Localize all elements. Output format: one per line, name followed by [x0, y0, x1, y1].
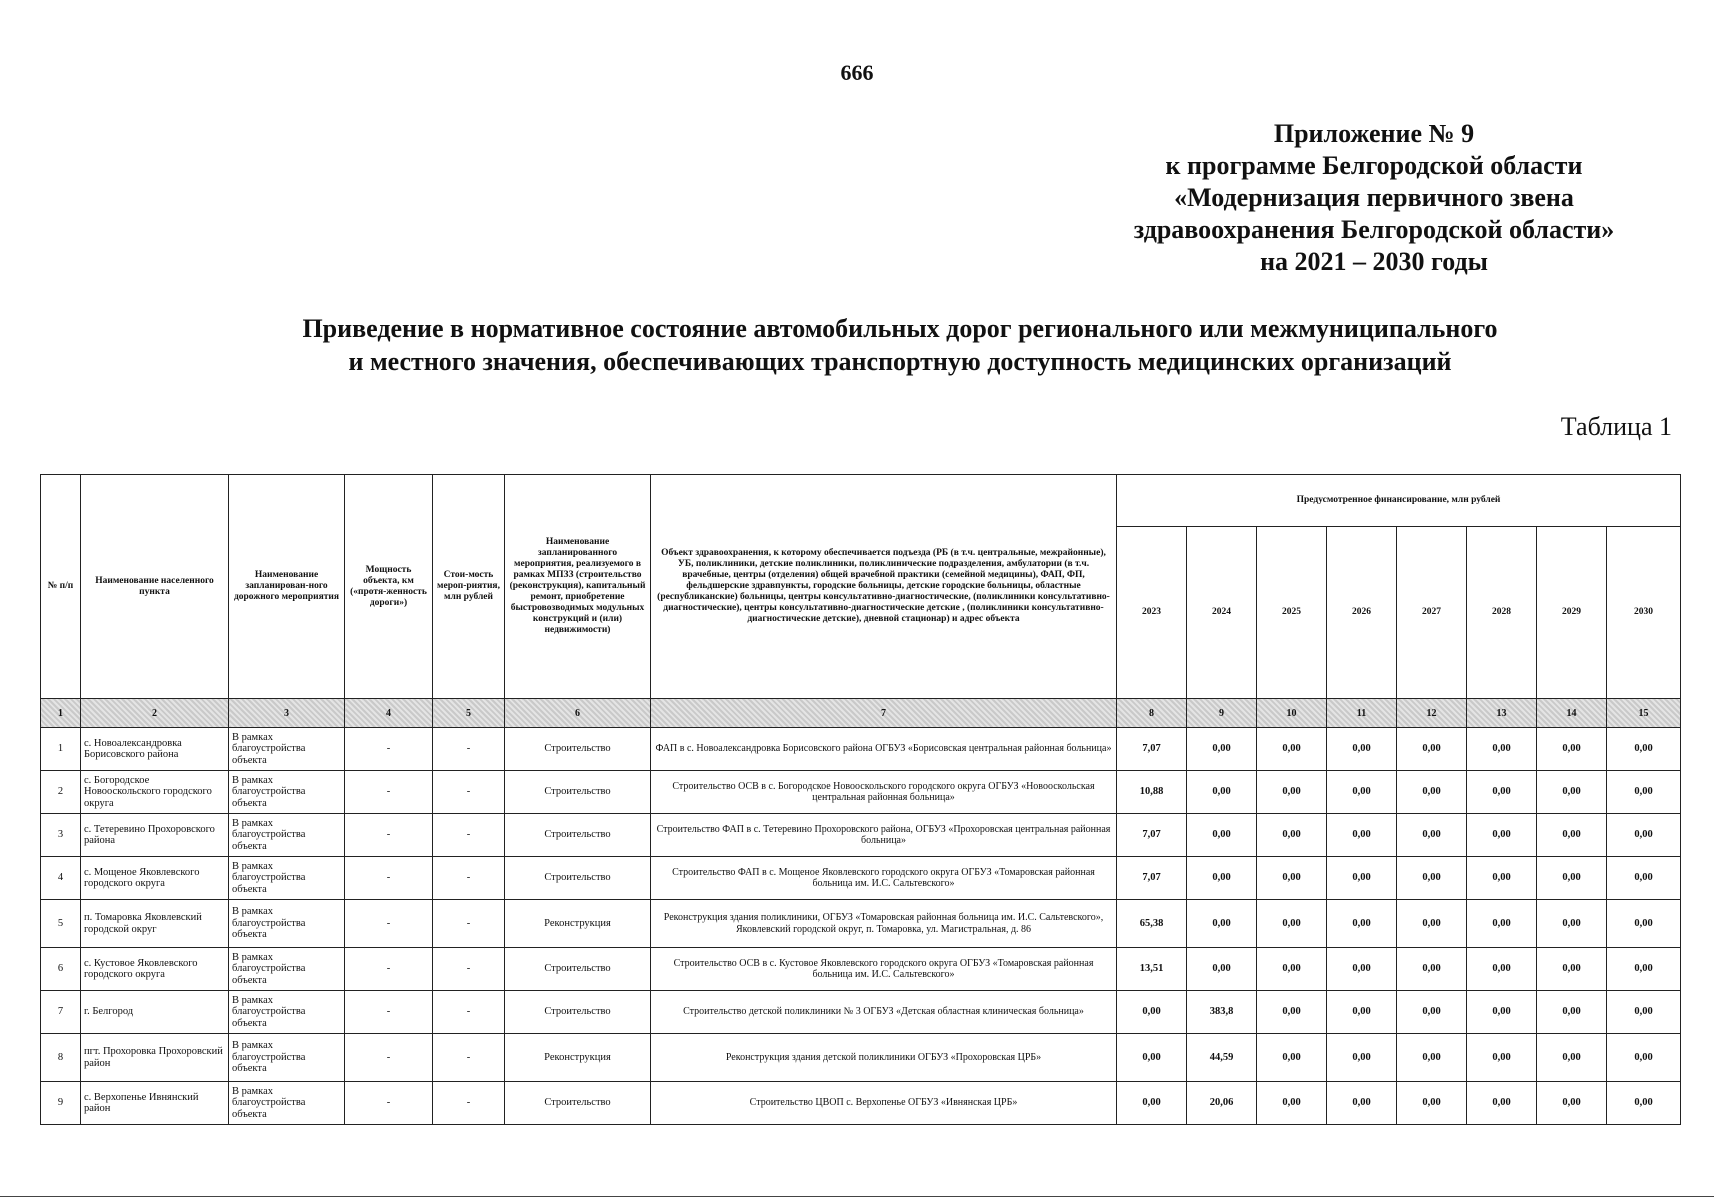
- road-activity-cell: В рамках благоустройства объекта: [229, 728, 345, 771]
- road-activity-cell: В рамках благоустройства объекта: [229, 991, 345, 1034]
- place-cell: г. Белгород: [81, 991, 229, 1034]
- road-activity-cell: В рамках благоустройства объекта: [229, 900, 345, 948]
- row-number: 2: [41, 771, 81, 814]
- mpzz-activity-cell: Строительство: [505, 857, 651, 900]
- funding-cell: 0,00: [1607, 1034, 1681, 1082]
- health-object-cell: Реконструкция здания детской поликлиники ОГБУЗ «Прохоровская ЦРБ»: [651, 1034, 1117, 1082]
- funding-cell: 0,00: [1397, 728, 1467, 771]
- road-activity-cell: В рамках благоустройства объекта: [229, 1082, 345, 1125]
- cost-cell: -: [433, 728, 505, 771]
- appendix-heading: [1094, 118, 1654, 278]
- length-cell: -: [345, 857, 433, 900]
- funding-cell: 7,07: [1117, 728, 1187, 771]
- funding-cell: 0,00: [1257, 1082, 1327, 1125]
- document-title-line: Приведение в нормативное состояние автомобильных дорог регионального или межмуниципального: [302, 314, 1498, 343]
- funding-cell: 0,00: [1397, 771, 1467, 814]
- funding-cell: 0,00: [1117, 991, 1187, 1034]
- funding-cell: 0,00: [1327, 857, 1397, 900]
- length-cell: -: [345, 1082, 433, 1125]
- funding-cell: 0,00: [1327, 771, 1397, 814]
- funding-cell: 0,00: [1117, 1082, 1187, 1125]
- row-number: 6: [41, 948, 81, 991]
- column-number: 5: [433, 699, 505, 728]
- funding-cell: 0,00: [1607, 900, 1681, 948]
- cost-cell: -: [433, 948, 505, 991]
- mpzz-activity-cell: Реконструкция: [505, 1034, 651, 1082]
- cost-cell: -: [433, 857, 505, 900]
- road-activity-cell: В рамках благоустройства объекта: [229, 814, 345, 857]
- funding-cell: 0,00: [1607, 991, 1681, 1034]
- funding-cell: 13,51: [1117, 948, 1187, 991]
- funding-cell: 0,00: [1257, 948, 1327, 991]
- funding-cell: 0,00: [1397, 900, 1467, 948]
- funding-cell: 0,00: [1607, 1082, 1681, 1125]
- funding-cell: 0,00: [1397, 948, 1467, 991]
- place-cell: с. Мощеное Яковлевского городского округа: [81, 857, 229, 900]
- health-object-cell: Строительство ОСВ в с. Богородское Новооскольского городского округа ОГБУЗ «Новооскольская центральная районная больница»: [651, 771, 1117, 814]
- row-number: 8: [41, 1034, 81, 1082]
- funding-cell: 0,00: [1467, 900, 1537, 948]
- funding-cell: 0,00: [1257, 857, 1327, 900]
- row-number: 5: [41, 900, 81, 948]
- funding-cell: 0,00: [1537, 728, 1607, 771]
- appendix-line: «Модернизация первичного звена: [1174, 183, 1574, 212]
- funding-cell: 0,00: [1397, 991, 1467, 1034]
- funding-cell: 0,00: [1187, 857, 1257, 900]
- appendix-line: Приложение № 9: [1273, 119, 1475, 148]
- column-number: 4: [345, 699, 433, 728]
- header-year: 2029: [1537, 527, 1607, 699]
- cost-cell: -: [433, 991, 505, 1034]
- funding-cell: 0,00: [1397, 814, 1467, 857]
- table-row: [41, 814, 1681, 857]
- column-number: 2: [81, 699, 229, 728]
- row-number: 1: [41, 728, 81, 771]
- header-length: Мощность объекта, км («протя-женность дороги»): [345, 475, 433, 699]
- length-cell: -: [345, 900, 433, 948]
- funding-cell: 10,88: [1117, 771, 1187, 814]
- column-number: 11: [1327, 699, 1397, 728]
- funding-cell: 0,00: [1537, 771, 1607, 814]
- row-number: 7: [41, 991, 81, 1034]
- road-activity-cell: В рамках благоустройства объекта: [229, 948, 345, 991]
- table-row: [41, 857, 1681, 900]
- page-number: 666: [840, 60, 874, 85]
- table-row: [41, 948, 1681, 991]
- funding-cell: 7,07: [1117, 814, 1187, 857]
- cost-cell: -: [433, 900, 505, 948]
- table-row: [41, 1082, 1681, 1125]
- funding-cell: 0,00: [1327, 728, 1397, 771]
- table-row: [41, 771, 1681, 814]
- health-object-cell: Реконструкция здания поликлиники, ОГБУЗ «Томаровская районная больница им. И.С. Сальтевского», Яковлевский городской округ, п. Томаровка, ул. Магистральная, д. 86: [651, 900, 1117, 948]
- header-year: 2028: [1467, 527, 1537, 699]
- header-year: 2026: [1327, 527, 1397, 699]
- column-number: 1: [41, 699, 81, 728]
- funding-cell: 0,00: [1537, 1034, 1607, 1082]
- health-object-cell: Строительство ФАП в с. Тетеревино Прохоровского района, ОГБУЗ «Прохоровская центральная районная больница»: [651, 814, 1117, 857]
- length-cell: -: [345, 771, 433, 814]
- funding-cell: 0,00: [1397, 857, 1467, 900]
- length-cell: -: [345, 1034, 433, 1082]
- header-year: 2030: [1607, 527, 1681, 699]
- row-number: 3: [41, 814, 81, 857]
- funding-cell: 0,00: [1467, 948, 1537, 991]
- place-cell: с. Кустовое Яковлевского городского округа: [81, 948, 229, 991]
- funding-cell: 0,00: [1187, 948, 1257, 991]
- cost-cell: -: [433, 1034, 505, 1082]
- mpzz-activity-cell: Строительство: [505, 948, 651, 991]
- appendix-line: здравоохранения Белгородской области»: [1133, 215, 1615, 244]
- funding-cell: 0,00: [1537, 1082, 1607, 1125]
- funding-cell: 0,00: [1327, 948, 1397, 991]
- mpzz-activity-cell: Строительство: [505, 728, 651, 771]
- place-cell: пгт. Прохоровка Прохоровский район: [81, 1034, 229, 1082]
- cost-cell: -: [433, 1082, 505, 1125]
- table-label: Таблица 1: [1560, 412, 1672, 441]
- column-number: 7: [651, 699, 1117, 728]
- funding-cell: 0,00: [1187, 900, 1257, 948]
- mpzz-activity-cell: Реконструкция: [505, 900, 651, 948]
- funding-cell: 0,00: [1327, 991, 1397, 1034]
- place-cell: с. Новоалександровка Борисовского района: [81, 728, 229, 771]
- health-object-cell: Строительство ЦВОП с. Верхопенье ОГБУЗ «Ивнянская ЦРБ»: [651, 1082, 1117, 1125]
- column-number: 15: [1607, 699, 1681, 728]
- header-year: 2023: [1117, 527, 1187, 699]
- document-title: [120, 312, 1680, 378]
- header-cost: Стои-мость мероп-риятия, млн рублей: [433, 475, 505, 699]
- length-cell: -: [345, 728, 433, 771]
- funding-cell: 0,00: [1257, 900, 1327, 948]
- place-cell: с. Тетеревино Прохоровского района: [81, 814, 229, 857]
- cost-cell: -: [433, 771, 505, 814]
- funding-cell: 0,00: [1607, 857, 1681, 900]
- health-object-cell: Строительство детской поликлиники № 3 ОГБУЗ «Детская областная клиническая больница»: [651, 991, 1117, 1034]
- mpzz-activity-cell: Строительство: [505, 1082, 651, 1125]
- column-number-row: [41, 699, 1681, 728]
- bottom-rule: [0, 1196, 1714, 1197]
- road-activity-cell: В рамках благоустройства объекта: [229, 1034, 345, 1082]
- health-object-cell: ФАП в с. Новоалександровка Борисовского района ОГБУЗ «Борисовская центральная районная больница»: [651, 728, 1117, 771]
- funding-cell: 0,00: [1537, 991, 1607, 1034]
- health-object-cell: Строительство ОСВ в с. Кустовое Яковлевского городского округа ОГБУЗ «Томаровская районная больница им. И.С. Сальтевского»: [651, 948, 1117, 991]
- funding-cell: 0,00: [1607, 948, 1681, 991]
- funding-cell: 0,00: [1257, 1034, 1327, 1082]
- funding-cell: 0,00: [1607, 814, 1681, 857]
- table-row: [41, 1034, 1681, 1082]
- funding-cell: 0,00: [1607, 728, 1681, 771]
- funding-cell: 0,00: [1537, 814, 1607, 857]
- place-cell: с. Верхопенье Ивнянский район: [81, 1082, 229, 1125]
- mpzz-activity-cell: Строительство: [505, 814, 651, 857]
- place-cell: п. Томаровка Яковлевский городской округ: [81, 900, 229, 948]
- appendix-line: к программе Белгородской области: [1165, 151, 1583, 180]
- road-activity-cell: В рамках благоустройства объекта: [229, 771, 345, 814]
- header-number: № п/п: [41, 475, 81, 699]
- funding-cell: 0,00: [1187, 771, 1257, 814]
- header-health-object: Объект здравоохранения, к которому обеспечивается подъезда (РБ (в т.ч. центральные, межрайонные), УБ, поликлиники, детские поликлиники, поликлинические подразделения, амбулатории (в т.ч. врачебные, центры (отделения) общей врачебной практики (семейной медицины), ФАП, ФП, фельдшерские здравпункты, городские больницы, детские городские больницы, областные (республиканские) больницы, центры консультативно-диагностические, (поликлиники консультативно-диагностические), центры консультативно-диагностические детские , (поликлиники консультативно-диагностические детские), дневной стационар) и адрес объекта: [651, 475, 1117, 699]
- funding-cell: 44,59: [1187, 1034, 1257, 1082]
- length-cell: -: [345, 948, 433, 991]
- funding-cell: 0,00: [1607, 771, 1681, 814]
- funding-cell: 0,00: [1257, 728, 1327, 771]
- cost-cell: -: [433, 814, 505, 857]
- funding-cell: 0,00: [1537, 857, 1607, 900]
- column-number: 12: [1397, 699, 1467, 728]
- funding-cell: 20,06: [1187, 1082, 1257, 1125]
- column-number: 9: [1187, 699, 1257, 728]
- road-activity-cell: В рамках благоустройства объекта: [229, 857, 345, 900]
- length-cell: -: [345, 814, 433, 857]
- funding-cell: 0,00: [1327, 814, 1397, 857]
- funding-cell: 0,00: [1257, 771, 1327, 814]
- table-row: [41, 728, 1681, 771]
- funding-cell: 0,00: [1327, 1034, 1397, 1082]
- document-title-line: и местного значения, обеспечивающих транспортную доступность медицинских организаций: [348, 347, 1452, 376]
- health-object-cell: Строительство ФАП в с. Мощеное Яковлевского городского округа ОГБУЗ «Томаровская районная больница им. И.С. Сальтевского»: [651, 857, 1117, 900]
- funding-cell: 0,00: [1467, 991, 1537, 1034]
- column-number: 10: [1257, 699, 1327, 728]
- header-year: 2027: [1397, 527, 1467, 699]
- funding-cell: 0,00: [1467, 1034, 1537, 1082]
- funding-cell: 0,00: [1397, 1034, 1467, 1082]
- header-road-activity: Наименование запланирован-ного дорожного мероприятия: [229, 475, 345, 699]
- row-number: 9: [41, 1082, 81, 1125]
- funding-cell: 0,00: [1257, 991, 1327, 1034]
- column-number: 3: [229, 699, 345, 728]
- length-cell: -: [345, 991, 433, 1034]
- funding-cell: 0,00: [1327, 1082, 1397, 1125]
- appendix-line: на 2021 – 2030 годы: [1260, 247, 1488, 276]
- mpzz-activity-cell: Строительство: [505, 991, 651, 1034]
- funding-cell: 0,00: [1257, 814, 1327, 857]
- funding-cell: 0,00: [1327, 900, 1397, 948]
- header-year: 2024: [1187, 527, 1257, 699]
- funding-cell: 0,00: [1397, 1082, 1467, 1125]
- funding-cell: 0,00: [1537, 900, 1607, 948]
- funding-cell: 0,00: [1117, 1034, 1187, 1082]
- funding-cell: 0,00: [1467, 728, 1537, 771]
- header-year: 2025: [1257, 527, 1327, 699]
- place-cell: с. Богородское Новооскольского городского округа: [81, 771, 229, 814]
- table-body: [41, 699, 1681, 1125]
- table-row: [41, 991, 1681, 1034]
- funding-cell: 0,00: [1537, 948, 1607, 991]
- mpzz-activity-cell: Строительство: [505, 771, 651, 814]
- table-row: [41, 900, 1681, 948]
- funding-cell: 383,8: [1187, 991, 1257, 1034]
- funding-cell: 7,07: [1117, 857, 1187, 900]
- header-funding: Предусмотренное финансирование, млн рублей: [1117, 475, 1681, 527]
- column-number: 13: [1467, 699, 1537, 728]
- funding-cell: 0,00: [1187, 728, 1257, 771]
- header-mpzz-activity: Наименование запланированного мероприятия, реализуемого в рамках МПЗЗ (строительство (реконструкция), капитальный ремонт, приобретение быстровозводимых модульных конструкций и (или) недвижимости): [505, 475, 651, 699]
- funding-table: [40, 474, 1681, 1125]
- funding-cell: 0,00: [1467, 1082, 1537, 1125]
- funding-cell: 65,38: [1117, 900, 1187, 948]
- column-number: 6: [505, 699, 651, 728]
- column-number: 8: [1117, 699, 1187, 728]
- funding-cell: 0,00: [1467, 814, 1537, 857]
- row-number: 4: [41, 857, 81, 900]
- funding-cell: 0,00: [1467, 857, 1537, 900]
- funding-cell: 0,00: [1187, 814, 1257, 857]
- header-place: Наименование населенного пункта: [81, 475, 229, 699]
- funding-cell: 0,00: [1467, 771, 1537, 814]
- column-number: 14: [1537, 699, 1607, 728]
